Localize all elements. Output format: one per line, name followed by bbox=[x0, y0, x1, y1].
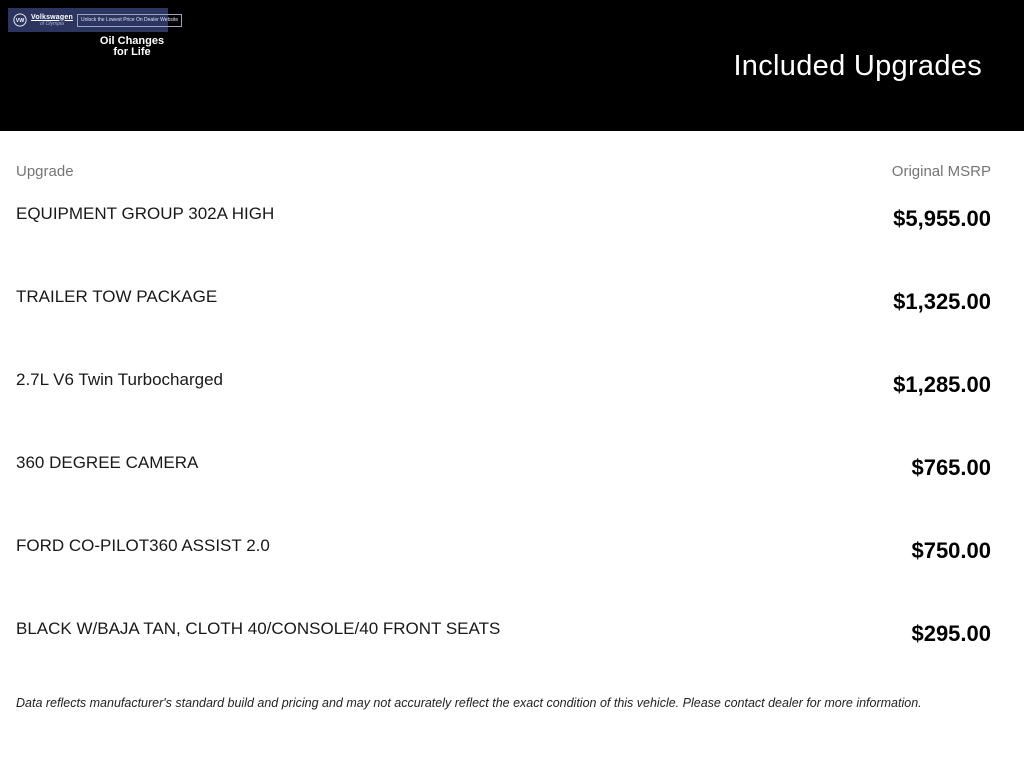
upgrade-name: BLACK W/BAJA TAN, CLOTH 40/CONSOLE/40 FRONT SEATS bbox=[16, 619, 501, 638]
upgrade-price: $1,325.00 bbox=[893, 289, 991, 314]
upgrade-price: $5,955.00 bbox=[893, 206, 991, 231]
table-row bbox=[16, 180, 991, 263]
oil-changes-tagline bbox=[97, 36, 167, 58]
upgrade-price: $765.00 bbox=[911, 455, 991, 480]
dealer-brand-name: Volkswagen bbox=[31, 13, 73, 21]
upgrade-name: FORD CO-PILOT360 ASSIST 2.0 bbox=[16, 536, 270, 555]
dealer-ad-banner[interactable] bbox=[8, 8, 179, 32]
upgrade-price: $295.00 bbox=[911, 621, 991, 646]
tagline-line-2: for Life bbox=[113, 46, 151, 58]
tagline-line-1: Oil Changes bbox=[99, 35, 165, 47]
column-header-upgrade: Upgrade bbox=[16, 163, 74, 180]
table-row bbox=[16, 595, 991, 678]
upgrades-table bbox=[0, 163, 1024, 678]
table-rows bbox=[16, 180, 991, 678]
upgrade-name: EQUIPMENT GROUP 302A HIGH bbox=[16, 204, 275, 223]
disclaimer-text: Data reflects manufacturer's standard build and pricing and may not accurately reflect the exact condition of this vehicle. Please contact dealer for more information. bbox=[16, 696, 922, 710]
upgrade-name: TRAILER TOW PACKAGE bbox=[16, 287, 218, 306]
table-row bbox=[16, 429, 991, 512]
unlock-price-button[interactable]: Unlock the Lowest Price On Dealer Website bbox=[77, 14, 182, 27]
svg-text:VW: VW bbox=[15, 18, 25, 25]
upgrade-name: 2.7L V6 Twin Turbocharged bbox=[16, 370, 223, 389]
table-row bbox=[16, 263, 991, 346]
vw-logo-icon bbox=[13, 13, 27, 27]
dealer-brand bbox=[31, 14, 73, 27]
upgrade-price: $1,285.00 bbox=[893, 372, 991, 397]
page-title: Included Upgrades bbox=[733, 50, 982, 82]
table-header-row bbox=[16, 163, 991, 180]
dealer-brand-subtitle: of Olympia bbox=[40, 20, 64, 27]
upgrade-name: 360 DEGREE CAMERA bbox=[16, 453, 199, 472]
column-header-msrp: Original MSRP bbox=[891, 163, 991, 180]
table-row bbox=[16, 346, 991, 429]
table-row bbox=[16, 512, 991, 595]
upgrade-price: $750.00 bbox=[911, 538, 991, 563]
page-header bbox=[0, 0, 1024, 131]
